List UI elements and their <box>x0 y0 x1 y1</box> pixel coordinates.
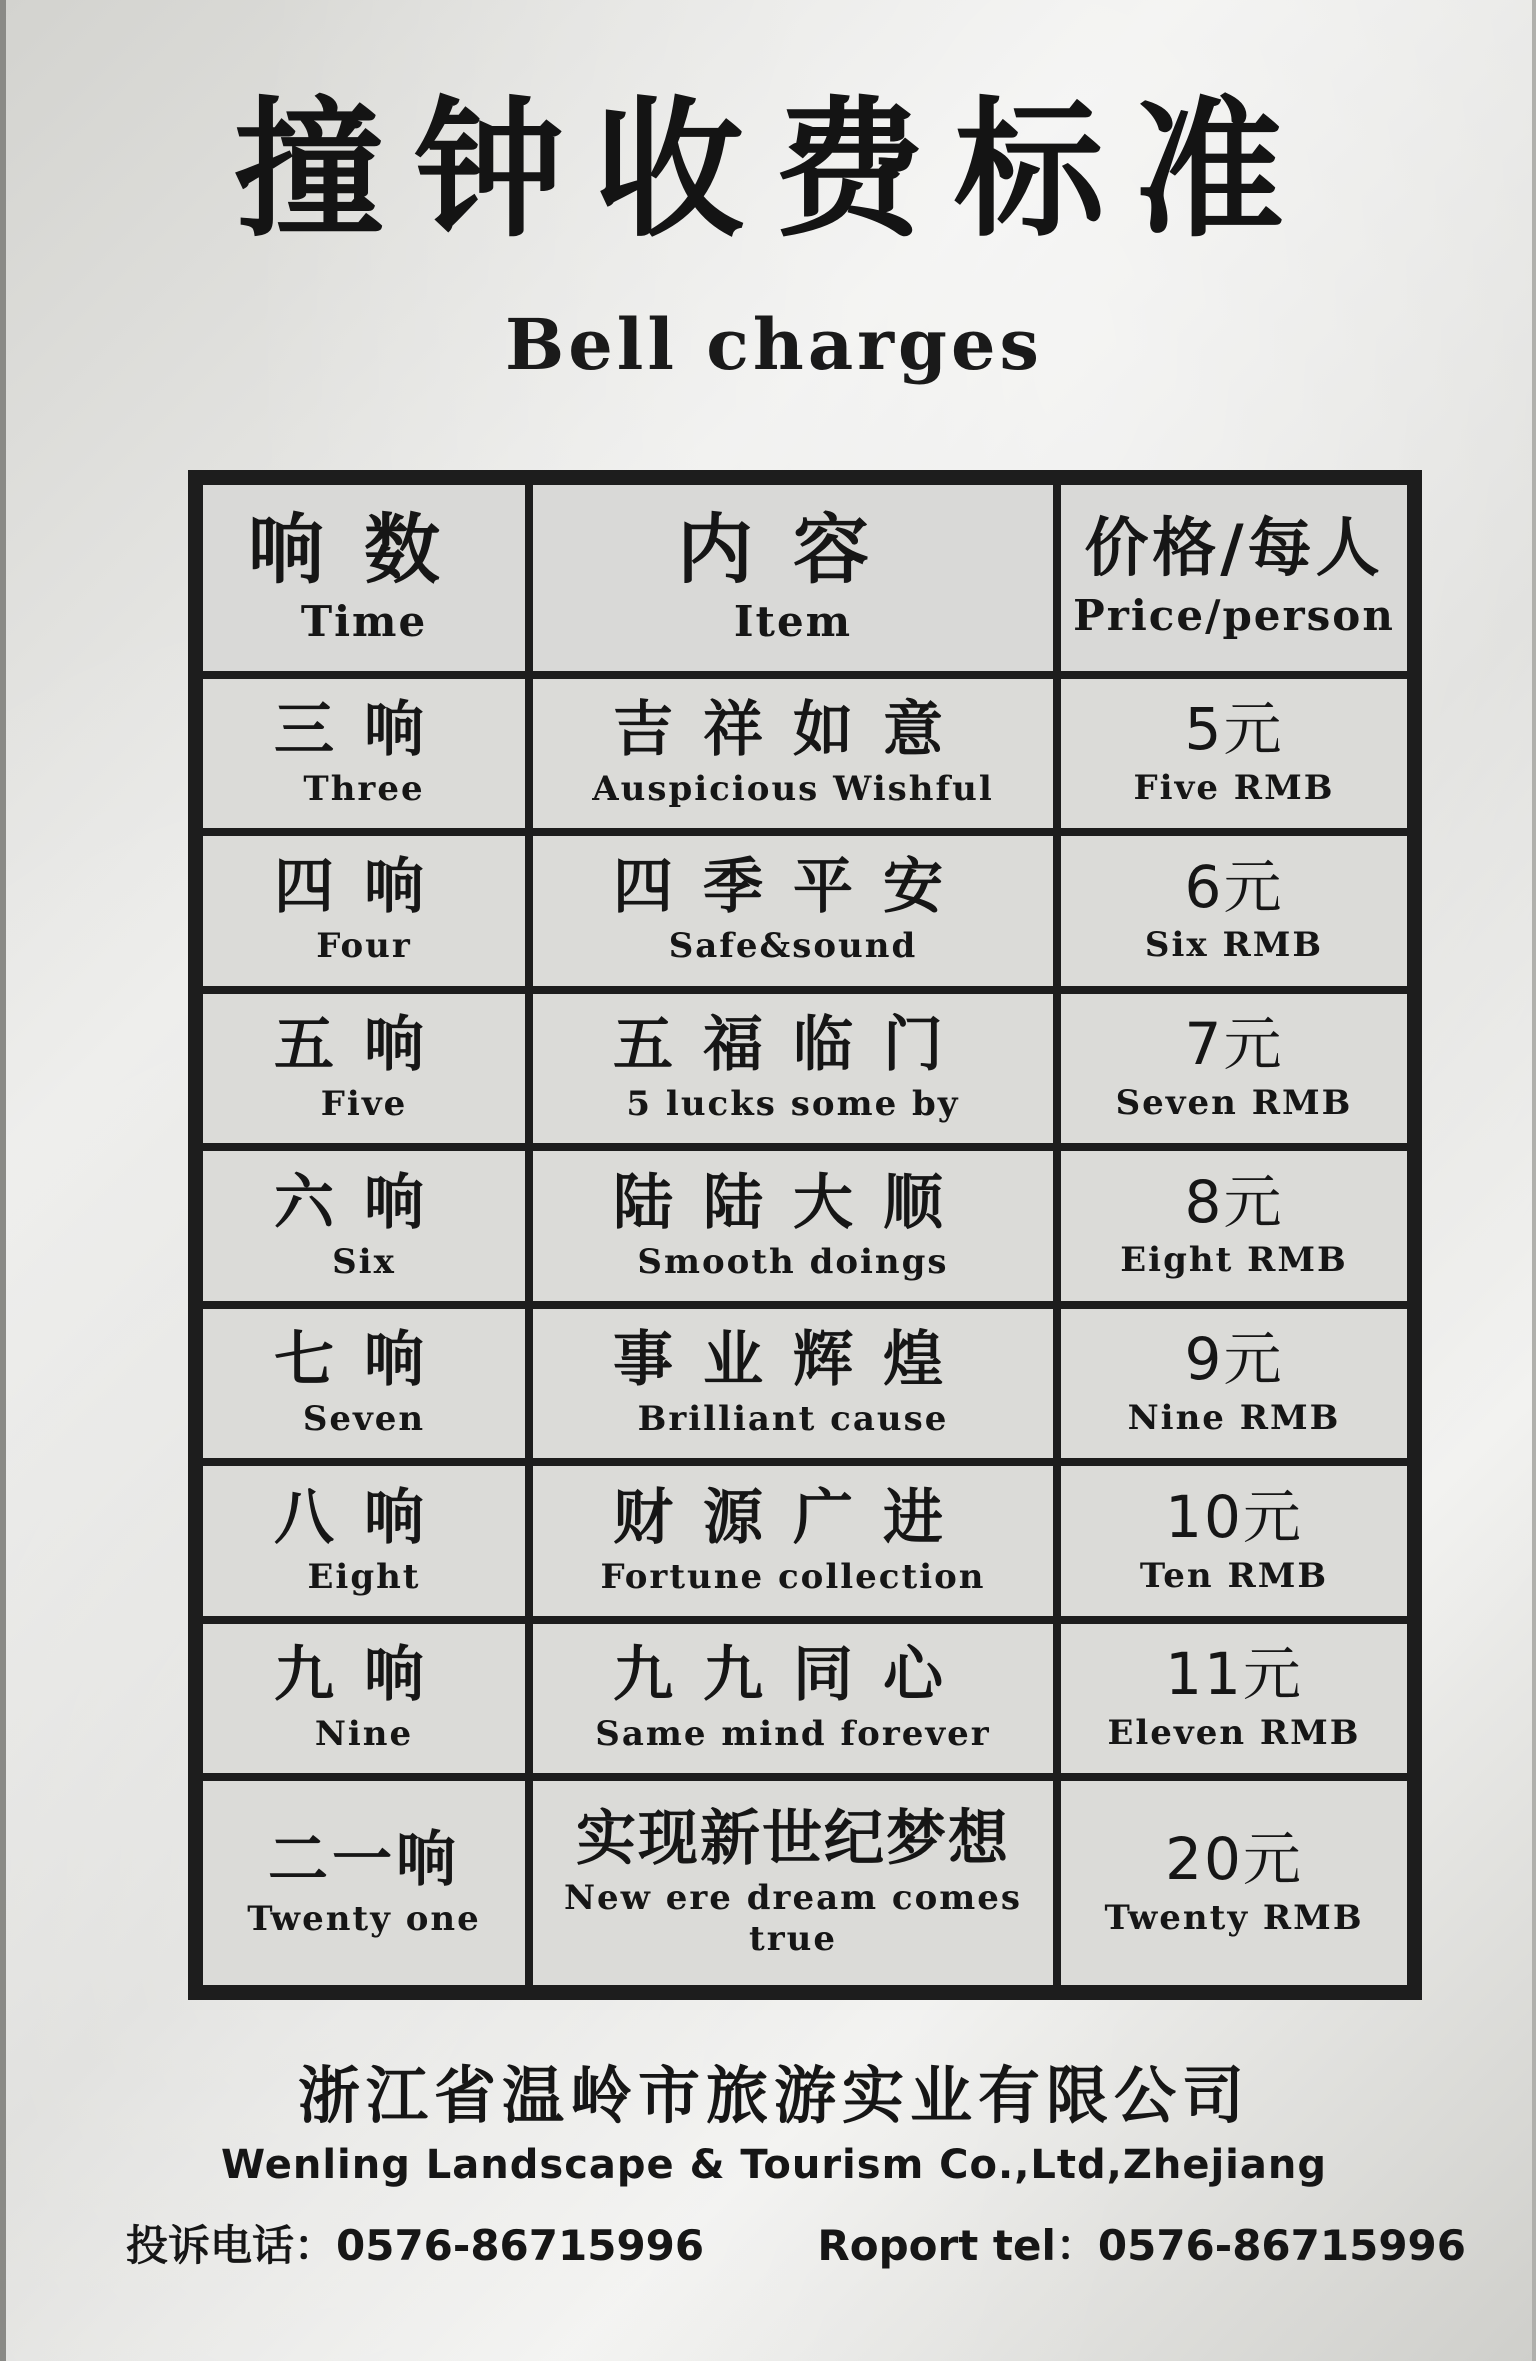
price-cn: 11元 <box>1165 1640 1303 1709</box>
header-item <box>533 485 1053 671</box>
company-name-chinese: 浙江省温岭市旅游实业有限公司 <box>297 2059 1250 2132</box>
price-cell <box>1061 1466 1407 1616</box>
item-en: Auspicious Wishful <box>592 768 994 809</box>
price-en: Twenty RMB <box>1104 1897 1364 1938</box>
table-row <box>203 679 1407 829</box>
time-cell <box>203 1624 525 1774</box>
header-label-en: Price/person <box>1073 590 1395 640</box>
time-cn: 八响 <box>274 1482 454 1553</box>
item-cn: 九九同心 <box>613 1640 973 1711</box>
table-row <box>203 1309 1407 1459</box>
price-en: Ten RMB <box>1139 1555 1329 1596</box>
time-en: Five <box>320 1084 408 1124</box>
item-cell <box>533 1781 1053 1985</box>
time-en: Four <box>316 926 412 967</box>
time-cell <box>203 1309 525 1459</box>
price-cn: 6元 <box>1184 852 1284 921</box>
time-en: Nine <box>314 1714 414 1755</box>
time-cn: 三响 <box>274 694 454 765</box>
price-cn: 7元 <box>1184 1010 1284 1079</box>
item-cell <box>533 679 1053 829</box>
price-en: Five RMB <box>1133 767 1335 808</box>
time-cn: 五响 <box>274 1010 454 1080</box>
item-cn: 实现新世纪梦想 <box>576 1804 1010 1875</box>
time-en: Twenty one <box>247 1898 481 1939</box>
header-label-cn: 响数 <box>248 504 480 594</box>
time-cell <box>203 994 525 1144</box>
item-cell <box>533 1624 1053 1774</box>
item-en: New ere dream comes true <box>563 1878 1023 1960</box>
table-row <box>203 1151 1407 1301</box>
item-cn: 陆陆大顺 <box>613 1167 973 1238</box>
time-cell <box>203 1151 525 1301</box>
item-cn: 事业辉煌 <box>613 1325 973 1396</box>
price-en: Six RMB <box>1144 925 1324 966</box>
time-en: Three <box>303 768 425 809</box>
time-en: Six <box>332 1241 396 1282</box>
header-time <box>203 485 525 671</box>
item-en: Smooth doings <box>637 1241 949 1282</box>
price-cn: 10元 <box>1165 1482 1303 1551</box>
price-en: Seven RMB <box>1115 1082 1353 1123</box>
price-cell <box>1061 1309 1407 1459</box>
time-cn: 四响 <box>274 852 454 923</box>
time-en: Seven <box>302 1399 426 1440</box>
time-cn: 六响 <box>274 1167 454 1238</box>
company-name-english: Wenling Landscape & Tourism Co.,Ltd,Zhejiang <box>221 2142 1327 2188</box>
table-row <box>203 1624 1407 1774</box>
item-en: Same mind forever <box>595 1714 991 1755</box>
table-row <box>203 994 1407 1144</box>
price-cn: 9元 <box>1184 1325 1284 1394</box>
price-cell <box>1061 1781 1407 1985</box>
time-cell <box>203 1781 525 1985</box>
item-cell <box>533 994 1053 1144</box>
item-cn: 财源广进 <box>613 1482 973 1553</box>
report-tel-english: Roport tel：0576-86715996 <box>817 2221 1466 2270</box>
item-en: Brilliant cause <box>637 1399 949 1440</box>
header-label-en: Item <box>733 597 853 647</box>
time-cn: 二一响 <box>268 1824 460 1895</box>
header-label-en: Time <box>300 597 428 647</box>
price-cn: 8元 <box>1184 1167 1284 1236</box>
item-en: 5 lucks some by <box>626 1084 960 1124</box>
item-cell <box>533 1151 1053 1301</box>
time-cell <box>203 679 525 829</box>
price-en: Eleven RMB <box>1107 1713 1361 1754</box>
table-row <box>203 1781 1407 1985</box>
time-cn: 七响 <box>274 1325 454 1396</box>
bell-charges-table <box>188 470 1422 2000</box>
item-cell <box>533 836 1053 986</box>
time-cell <box>203 1466 525 1616</box>
header-label-cn: 价格/每人 <box>1084 511 1384 587</box>
sign-title-chinese: 撞钟收费标准 <box>233 82 1314 258</box>
header-label-cn: 内容 <box>677 504 909 594</box>
price-cell <box>1061 1624 1407 1774</box>
contact-phones <box>126 2221 1466 2270</box>
time-cn: 九响 <box>274 1640 454 1711</box>
table-header-row <box>203 485 1407 671</box>
item-cell <box>533 1309 1053 1459</box>
sign-title-english: Bell charges <box>505 303 1043 386</box>
price-cell <box>1061 994 1407 1144</box>
complaint-tel-chinese: 投诉电话：0576-86715996 <box>126 2221 705 2270</box>
time-en: Eight <box>307 1556 421 1597</box>
item-cn: 五福临门 <box>613 1010 973 1080</box>
table-row <box>203 1466 1407 1616</box>
header-price <box>1061 485 1407 671</box>
item-en: Fortune collection <box>600 1556 986 1597</box>
table-row <box>203 836 1407 986</box>
price-en: Nine RMB <box>1127 1397 1341 1438</box>
item-cell <box>533 1466 1053 1616</box>
price-cn: 20元 <box>1165 1824 1303 1893</box>
item-cn: 吉祥如意 <box>613 694 973 765</box>
time-cell <box>203 836 525 986</box>
price-cell <box>1061 679 1407 829</box>
item-en: Safe&sound <box>668 926 918 967</box>
item-cn: 四季平安 <box>613 852 973 923</box>
price-cell <box>1061 836 1407 986</box>
price-cell <box>1061 1151 1407 1301</box>
price-cn: 5元 <box>1184 695 1284 764</box>
price-en: Eight RMB <box>1120 1240 1348 1281</box>
